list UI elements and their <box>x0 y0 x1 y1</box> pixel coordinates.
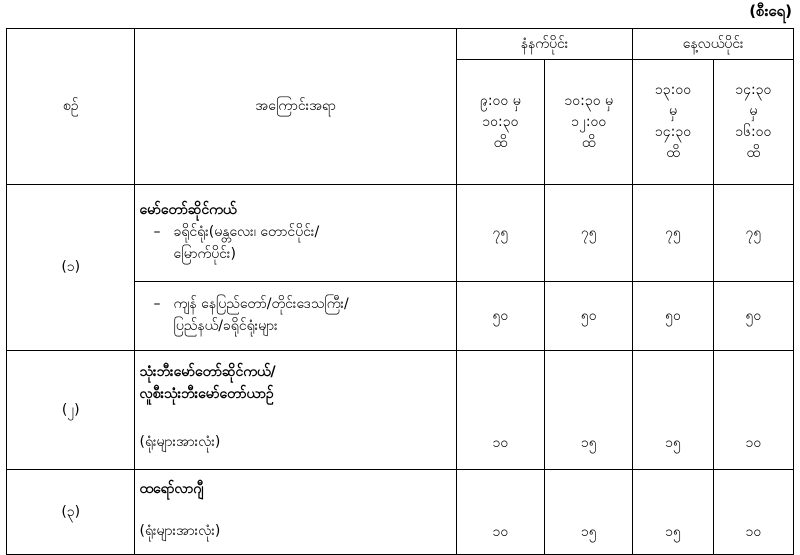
row-3-no: (၃) <box>7 470 135 555</box>
header-slot-4-line-4: ထိ <box>746 145 761 161</box>
row-1-sub-1-value-1: ၇၅ <box>456 185 544 282</box>
header-group-morning: နံနက်ပိုင်း <box>456 29 633 60</box>
row-1-sub-1-value-2: ၇၅ <box>545 185 633 282</box>
row-3-note: (ရုံးများအားလုံး) <box>139 523 221 540</box>
row-1-sub-2-line-2: ပြည်နယ်/ခရိုင်ရုံးများ <box>173 318 278 334</box>
row-1-sub-2-value-1: ၅၀ <box>456 282 544 351</box>
row-3-note-cell <box>135 510 456 555</box>
dash-icon: – <box>153 224 161 241</box>
row-1-sub-2-text <box>173 294 348 337</box>
row-1-title: မော်တော်ဆိုင်ကယ် <box>139 202 237 219</box>
row-2-spacer-2 <box>545 351 633 418</box>
row-3-value-3: ၁၅ <box>633 510 713 555</box>
header-slot-2-line-1: ၁၀:၃၀ မှ <box>564 92 614 109</box>
row-1-sub-2-value-3: ၅၀ <box>633 282 713 351</box>
header-col-no: စဉ် <box>7 29 135 185</box>
header-slot-2-line-3: ထိ <box>581 134 596 151</box>
table-row <box>7 185 794 282</box>
row-3-title: ထရော်လာဂျီ <box>139 481 204 498</box>
header-slot-1 <box>456 60 544 185</box>
table-body <box>7 185 794 555</box>
row-1-sub-1-line-2: မြောက်ပိုင်း) <box>173 245 236 262</box>
row-1-sub-2-desc <box>135 282 456 351</box>
table-row <box>7 351 794 418</box>
table-row <box>7 470 794 511</box>
schedule-table <box>6 28 794 555</box>
row-1-sub-1-value-4: ၇၅ <box>713 185 793 282</box>
row-1-sub-2 <box>139 294 451 337</box>
row-1-sub-2-value-4: ၅၀ <box>713 282 793 351</box>
header-slot-3-line-4: ထိ <box>666 145 680 161</box>
row-3-spacer-4 <box>713 470 793 511</box>
row-2-spacer-1 <box>456 351 544 418</box>
row-3-desc <box>135 470 456 511</box>
header-slot-4 <box>713 60 793 185</box>
header-slot-1-line-1: ၉:၀၀ မှ <box>479 92 521 109</box>
table-header-group-row <box>7 29 794 60</box>
header-slot-3-line-2: မှ <box>669 103 677 119</box>
row-1-desc <box>135 185 456 282</box>
row-3-spacer-3 <box>633 470 713 511</box>
header-slot-3-line-3: ၁၄:၃၀ <box>654 124 692 140</box>
header-group-evening: နေ့လယ်ပိုင်း <box>633 29 794 60</box>
header-slot-2 <box>545 60 633 185</box>
header-slot-2-line-2: ၁၂:၀၀ <box>571 113 607 130</box>
row-2-no: (၂) <box>7 351 135 470</box>
row-1-sub-2-value-2: ၅၀ <box>545 282 633 351</box>
row-1-no: (၁) <box>7 185 135 351</box>
header-slot-3-line-1: ၁၃:၀၀ <box>654 82 692 98</box>
row-1-sub-1-text <box>173 222 319 265</box>
row-1-sub-1-value-3: ၇၅ <box>633 185 713 282</box>
header-slot-4-line-2: မှ <box>749 103 758 119</box>
row-3-value-4: ၁၀ <box>713 510 793 555</box>
row-3-value-1: ၁၀ <box>456 510 544 555</box>
row-2-spacer-4 <box>713 351 793 418</box>
row-1-sub-2-line-1: ကျန် နေပြည်တော်/တိုင်းဒေသကြီး/ <box>173 296 349 313</box>
header-slot-4-line-1: ၁၄:၃၀ <box>735 82 772 98</box>
row-2-value-4: ၁၀ <box>713 417 793 470</box>
row-2-note: (ရုံးများအားလုံး) <box>139 434 221 451</box>
unit-note: (စီးရေ) <box>749 2 792 20</box>
header-slot-4-line-3: ၁၆:၀၀ <box>735 124 772 140</box>
row-1-sub-1-line-1: ခရိုင်ရုံး(မန္တလေး၊ တောင်ပိုင်း/ <box>173 224 320 241</box>
row-3-value-2: ၁၅ <box>545 510 633 555</box>
row-2-title-line-1: သုံးဘီးမော်တော်ဆိုင်ကယ်/ <box>139 364 276 381</box>
row-2-desc <box>135 351 456 418</box>
row-2-value-1: ၁၀ <box>456 417 544 470</box>
row-2-value-2: ၁၅ <box>545 417 633 470</box>
table-header <box>7 29 794 185</box>
header-col-desc: အကြောင်းအရာ <box>135 29 456 185</box>
header-slot-1-line-2: ၁၀:၃၀ <box>482 113 519 130</box>
row-2-spacer-3 <box>633 351 713 418</box>
dash-icon: – <box>153 296 161 313</box>
row-1-sub-1 <box>139 222 451 265</box>
header-slot-3 <box>633 60 713 185</box>
row-2-note-cell <box>135 417 456 470</box>
row-3-spacer-1 <box>456 470 544 511</box>
header-slot-1-line-3: ထိ <box>493 134 508 151</box>
row-3-spacer-2 <box>545 470 633 511</box>
row-2-value-3: ၁၅ <box>633 417 713 470</box>
row-2-title-line-2: လူစီးသုံးဘီးမော်တော်ယာဉ် <box>139 386 274 402</box>
